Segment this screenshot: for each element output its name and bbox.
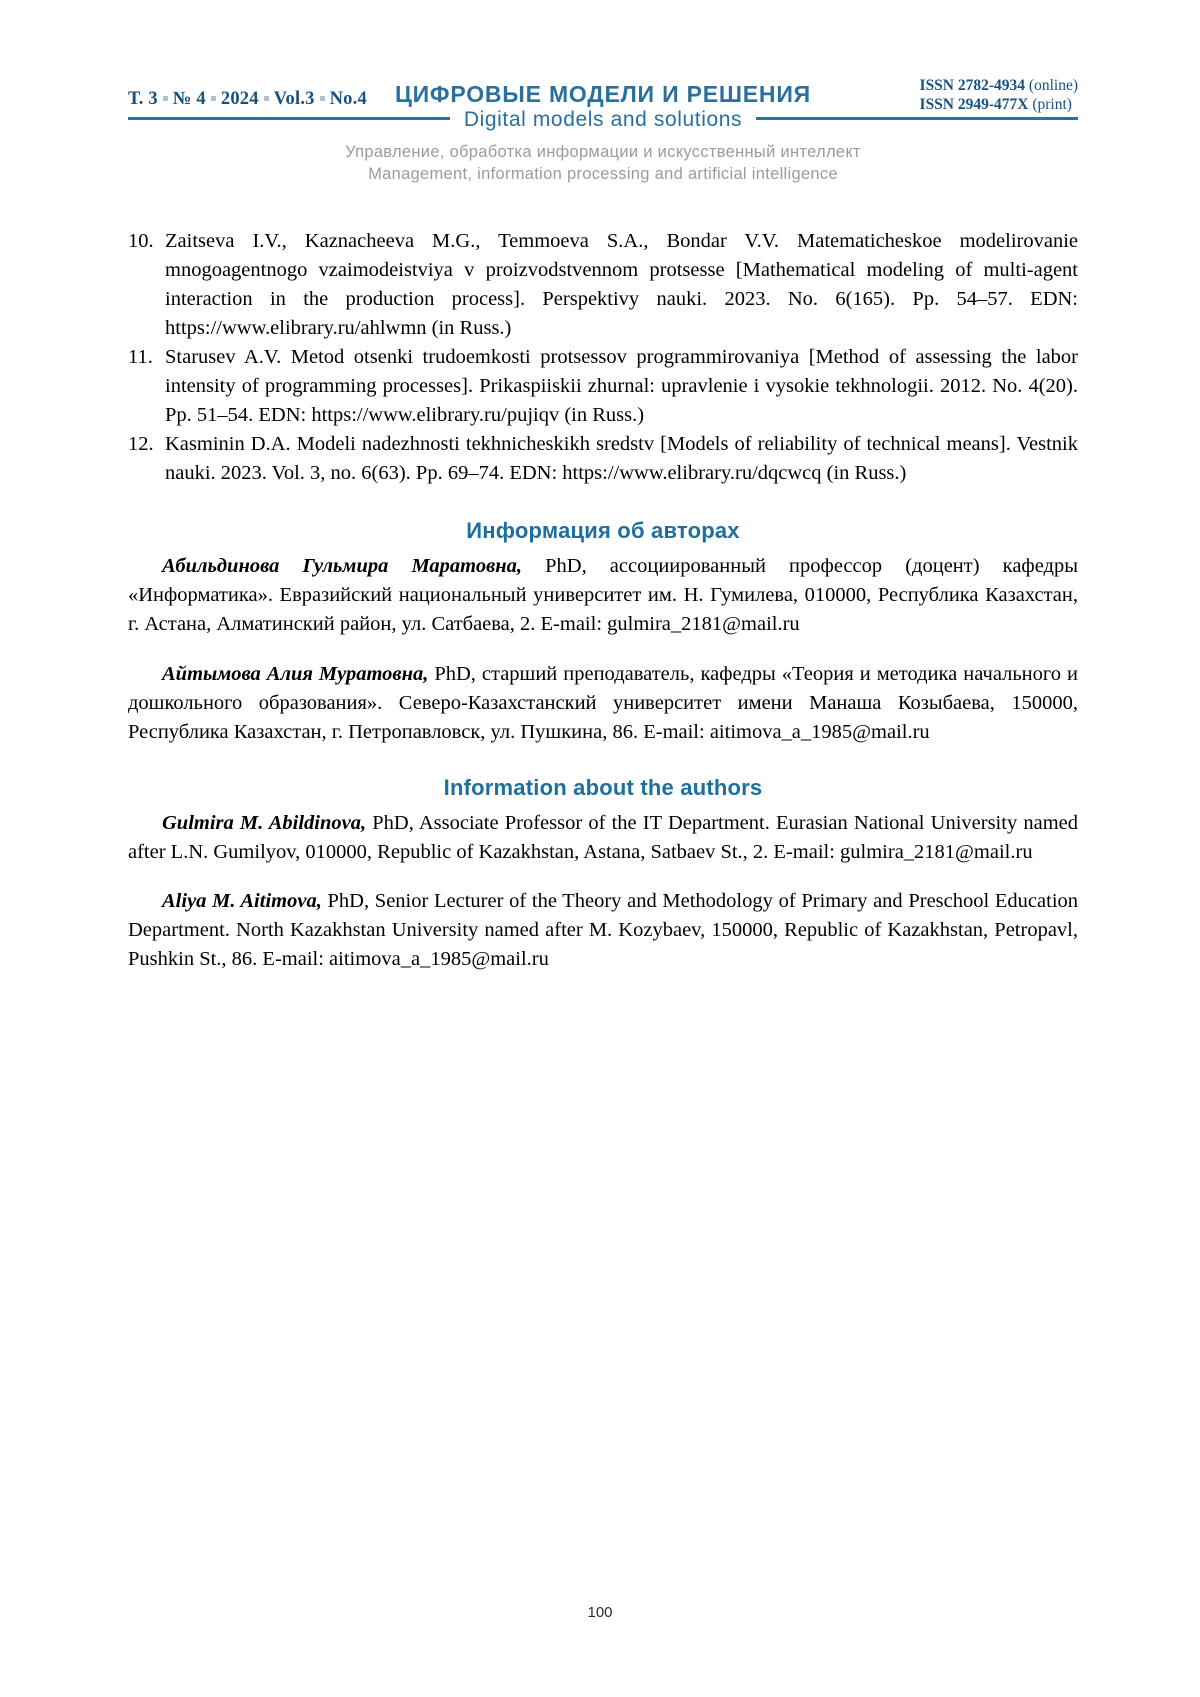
issn-print-line: [920, 95, 1078, 114]
page-number: 100: [587, 1604, 613, 1621]
author-details: PhD, Senior Lecturer of the Theory and Methodology of Primary and Preschool Education Department. North Kazakhstan University named after M. Kozybaev, 150000, Republic of Kazakhstan, Petropavl, Pushkin St., 86. E-mail: aitimova_a_1985@mail.ru: [128, 890, 1079, 970]
issn-online-label: (online): [1028, 77, 1078, 94]
journal-title-ru: ЦИФРОВЫЕ МОДЕЛИ И РЕШЕНИЯ: [394, 81, 812, 107]
journal-section-lines: [128, 141, 1078, 185]
reference-text: Kasminin D.A. Modeli nadezhnosti tekhnicheskikh sredstv [Models of reliability of technical means]. Vestnik nauki. 2023. Vol. 3, no. 6(63). Pp. 69–74. EDN: https://www.elibrary.ru/dqcwcq (in Russ.): [165, 433, 1078, 484]
reference-number: 12.: [128, 433, 154, 455]
dot-separator-icon: [163, 96, 168, 101]
dot-separator-icon: [320, 96, 325, 101]
author-paragraph-en: [128, 887, 1078, 974]
page-header: [128, 70, 1078, 131]
issn-online-line: [920, 76, 1078, 95]
issn-online-code: ISSN 2782-4934: [919, 77, 1026, 94]
issn-block: [920, 76, 1078, 114]
issn-print-code: ISSN 2949-477X: [919, 96, 1029, 113]
author-paragraph-ru: [128, 660, 1078, 747]
author-paragraph-ru: [128, 552, 1078, 639]
issn-print-label: (print): [1032, 96, 1072, 113]
reference-item: [128, 343, 1078, 430]
authors-heading-en: Information about the authors: [443, 774, 763, 800]
page-content: [128, 70, 1078, 995]
dot-separator-icon: [264, 96, 269, 101]
volume-issue-info: [128, 89, 367, 110]
volume-part: № 4: [172, 89, 206, 109]
author-details: PhD, ассоциированный профессор (доцент) кафедры «Информатика». Евразийский национальный университет им. Н. Гумилева, 010000, Республика Казахстан, г. Астана, Алматинский район, ул. Сатбаева, 2. E-mail: gulmira_2181@mail.ru: [128, 555, 1078, 635]
reference-text: Starusev A.V. Metod otsenki trudoemkosti protsessov programmirovaniya [Method of assessing the labor intensity of programming processes]. Prikaspiiskii zhurnal: upravlenie i vysokie tekhnologii. 2012. No. 4(20). Pp. 51–54. EDN: https://www.elibrary.ru/pujiqv (in Russ.): [165, 346, 1078, 426]
reference-number: 11.: [128, 346, 153, 368]
author-name: Gulmira M. Abildinova,: [162, 811, 367, 834]
author-details: PhD, старший преподаватель, кафедры «Теория и методика начального и дошкольного образования». Северо-Казахстанский университет имени Манаша Козыбаева, 150000, Республика Казахстан, г. Петропавловск, ул. Пушкина, 86. E-mail: aitimova_a_1985@mail.ru: [128, 662, 1079, 743]
authors-heading-ru: Информация об авторах: [466, 518, 740, 543]
author-name: Айтымова Алия Муратовна,: [162, 662, 429, 685]
journal-title-block: [395, 81, 811, 133]
volume-part: Vol.3: [273, 89, 315, 109]
reference-number: 10.: [128, 230, 154, 252]
references-list: [128, 227, 1078, 488]
author-details: PhD, Associate Professor of the IT Department. Eurasian National University named after L.N. Gumilyov, 010000, Republic of Kazakhstan, Astana, Satbaev St., 2. E-mail: gulmira_2181@mail.ru: [128, 811, 1078, 863]
section-line-ru: Управление, обработка информации и искусственный интеллект: [345, 143, 861, 161]
volume-part: Т. 3: [128, 89, 158, 109]
reference-item: [128, 227, 1078, 343]
author-name: Aliya M. Aitimova,: [162, 890, 322, 912]
dot-separator-icon: [211, 96, 216, 101]
author-name: Абильдинова Гульмира Маратовна,: [162, 555, 522, 577]
reference-item: [128, 430, 1078, 488]
volume-part: 2024: [220, 89, 259, 109]
volume-part: No.4: [329, 89, 367, 109]
reference-text: Zaitseva I.V., Kaznacheeva M.G., Temmoeva S.A., Bondar V.V. Matematicheskoe modelirovanie mnogoagentnogo vzaimodeistviya v proizvodstvennom protsesse [Mathematical modeling of multi-agent interaction in the production process]. Perspektivy nauki. 2023. No. 6(165). Pp. 54–57. EDN: https://www.elibrary.ru/ahlwmn (in Russ.): [165, 230, 1078, 339]
section-line-en: Management, information processing and artificial intelligence: [368, 165, 838, 183]
journal-title-en: Digital models and solutions: [450, 107, 756, 133]
author-paragraph-en: [128, 809, 1078, 867]
